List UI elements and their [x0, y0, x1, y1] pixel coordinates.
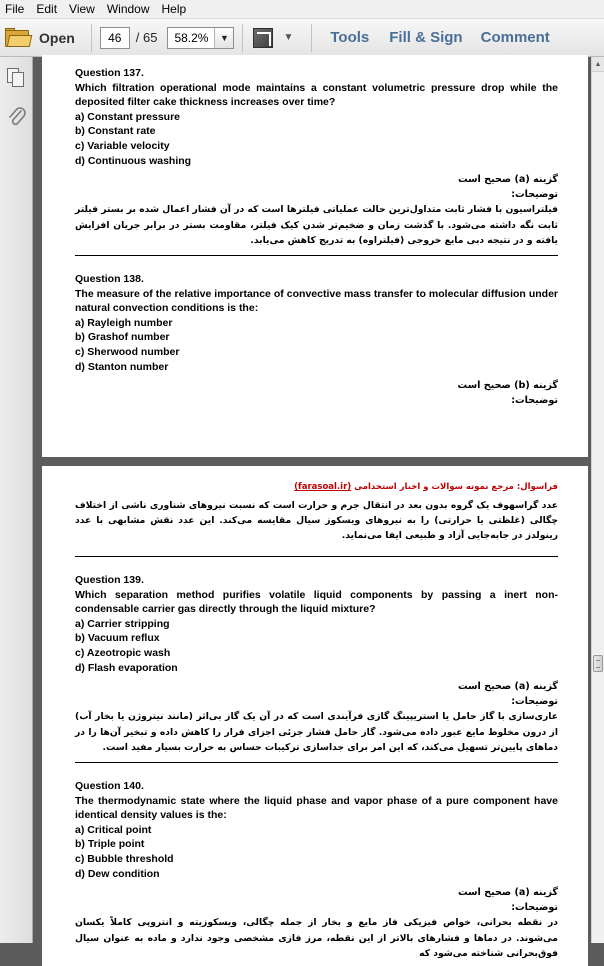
answer-line: گزینه (a) صحیح است — [457, 887, 558, 899]
option-c: c) Bubble threshold — [75, 852, 174, 865]
site-header — [75, 480, 558, 495]
question-title: Question 137. — [75, 67, 144, 79]
fill-sign-button[interactable]: Fill & Sign — [389, 29, 463, 46]
option-d: d) Stanton number — [75, 360, 169, 373]
menu-help[interactable]: Help — [161, 2, 187, 16]
option-c: c) Variable velocity — [75, 139, 170, 152]
toolbar-separator — [242, 24, 243, 52]
pdf-page — [42, 466, 588, 966]
option-d: d) Dew condition — [75, 867, 160, 880]
page-total: / 65 — [135, 30, 158, 45]
option-c: c) Azeotropic wash — [75, 646, 171, 659]
option-a: a) Carrier stripping — [75, 617, 170, 630]
vertical-scrollbar[interactable] — [591, 57, 604, 943]
option-a: a) Constant pressure — [75, 110, 181, 123]
answer-line: گزینه (a) صحیح است — [457, 174, 558, 186]
attachments-icon[interactable] — [7, 106, 27, 128]
zoom-select[interactable] — [167, 27, 234, 49]
open-button[interactable] — [5, 23, 83, 53]
option-b: b) Vacuum reflux — [75, 632, 160, 645]
explanation-label: توضیحات: — [511, 901, 558, 913]
menu-bar — [0, 0, 604, 19]
divider — [75, 556, 558, 557]
zoom-value: 58.2% — [174, 30, 209, 45]
explanation-label: توضیحات: — [511, 188, 558, 200]
document-view[interactable] — [34, 57, 591, 959]
question-title: Question 140. — [75, 780, 144, 792]
menu-view[interactable]: View — [69, 2, 95, 16]
explanation-label: توضیحات: — [511, 394, 558, 406]
open-label: Open — [39, 29, 75, 46]
question-text: Which separation method purifies volatile liquid components by passing a inert non-condensable carrier gas directly through the liquid mixture? — [75, 588, 558, 616]
expand-icon — [253, 28, 273, 48]
explanation-label: توضیحات: — [511, 695, 558, 707]
option-b: b) Triple point — [75, 838, 145, 851]
divider — [75, 255, 558, 256]
option-a: a) Critical point — [75, 823, 152, 836]
scrollbar-thumb[interactable] — [593, 655, 603, 672]
question-title: Question 138. — [75, 273, 144, 285]
chevron-down-icon[interactable]: ▼ — [214, 28, 233, 48]
page-thumbnails-icon[interactable] — [7, 68, 25, 88]
site-link[interactable]: (farasoal.ir) — [294, 482, 352, 492]
menu-edit[interactable]: Edit — [36, 2, 58, 16]
option-b: b) Grashof number — [75, 331, 170, 344]
toolbar-options-icon[interactable]: ▼ — [283, 32, 294, 43]
navigation-sidebar — [0, 57, 33, 943]
answer-line: گزینه (b) صحیح است — [457, 380, 558, 392]
answer-line: گزینه (a) صحیح است — [457, 681, 558, 693]
menu-file[interactable]: File — [5, 2, 25, 16]
question-text: The measure of the relative importance of convective mass transfer to molecular diffusion under natural convection conditions is the: — [75, 287, 558, 315]
question-138 — [75, 272, 558, 408]
folder-icon — [5, 28, 31, 48]
comment-button[interactable]: Comment — [480, 29, 550, 46]
explanation-text: فیلتراسیون با فشار ثابت متداول‌ترین حالت عملیاتی فیلترها است که در آن فشار اعمال شده بر بستر فیلتر ثابت نگه داشته می‌شود. با گذشت زمان و ضخیم‌تر شدن کیک فیلتر، مقاومت بستر در برابر جریان افزایش یافته و در نتیجه دبی مایع خروجی (فیلتراوه) به تدریج کاهش می‌یابد. — [75, 204, 558, 246]
toolbar-separator — [311, 24, 312, 52]
scroll-up-icon[interactable]: ▲ — [592, 57, 604, 72]
question-title: Question 139. — [75, 574, 144, 586]
option-c: c) Sherwood number — [75, 345, 180, 358]
divider — [75, 762, 558, 763]
full-screen-button[interactable] — [251, 26, 275, 50]
option-d: d) Flash evaporation — [75, 661, 178, 674]
page-number-input[interactable]: 46 — [100, 27, 130, 49]
toolbar-separator — [91, 24, 92, 52]
continued-explanation — [75, 498, 558, 544]
tools-button[interactable]: Tools — [330, 29, 370, 46]
question-140 — [75, 779, 558, 961]
question-text: The thermodynamic state where the liquid phase and vapor phase of a pure component have identical density values is the: — [75, 794, 558, 822]
option-a: a) Rayleigh number — [75, 316, 173, 329]
option-d: d) Continuous washing — [75, 154, 192, 167]
menu-window[interactable]: Window — [106, 2, 150, 16]
question-139 — [75, 573, 558, 755]
toolbar — [0, 19, 604, 57]
option-b: b) Constant rate — [75, 125, 156, 138]
explanation-text: عدد گراسهوف یک گروه بدون بعد در انتقال جرم و حرارت است که نسبت نیروهای شناوری ناشی از اختلاف چگالی (غلظتی یا حرارتی) را به نیروهای ویسکوز سیال مقایسه می‌کند. این عدد نقش مشابهی با عدد رینولدز در جابه‌جایی آزاد و طبیعی ایفا می‌نماید. — [75, 500, 558, 542]
question-text: Which filtration operational mode maintains a constant volumetric pressure drop while the deposited filter cake thickness increases over time? — [75, 81, 558, 109]
question-137 — [75, 66, 558, 248]
explanation-text: عاری‌سازی با گاز حامل یا استریپینگ گازی فرآیندی است که در آن یک گاز بی‌اثر (مانند نیتروژن یا بخار آب) از درون مخلوط مایع عبور داده می‌شود. گاز حامل فشار جزئی اجزای فرار را کاهش داده و تبخیر آن‌ها را در دماهای پایین‌تر تسهیل می‌کند، که این امر برای جداسازی ترکیبات حساس به حرارت بسیار مفید است. — [75, 711, 558, 753]
page-header — [75, 480, 558, 495]
pdf-page — [42, 55, 588, 457]
explanation-text: در نقطه بحرانی، خواص فیزیکی فاز مایع و بخار از جمله چگالی، ویسکوزیته و انتروپی کاملاً یکسان می‌شوند. در دماها و فشارهای بالاتر از این نقطه، مرز فازی مشخصی وجود ندارد و ماده به عنوان سیال فوق‌بحرانی شناخته می‌شود که — [75, 917, 558, 959]
site-header-text: فراسوال: مرجع نمونه سوالات و اخبار استخدامی — [354, 482, 558, 492]
